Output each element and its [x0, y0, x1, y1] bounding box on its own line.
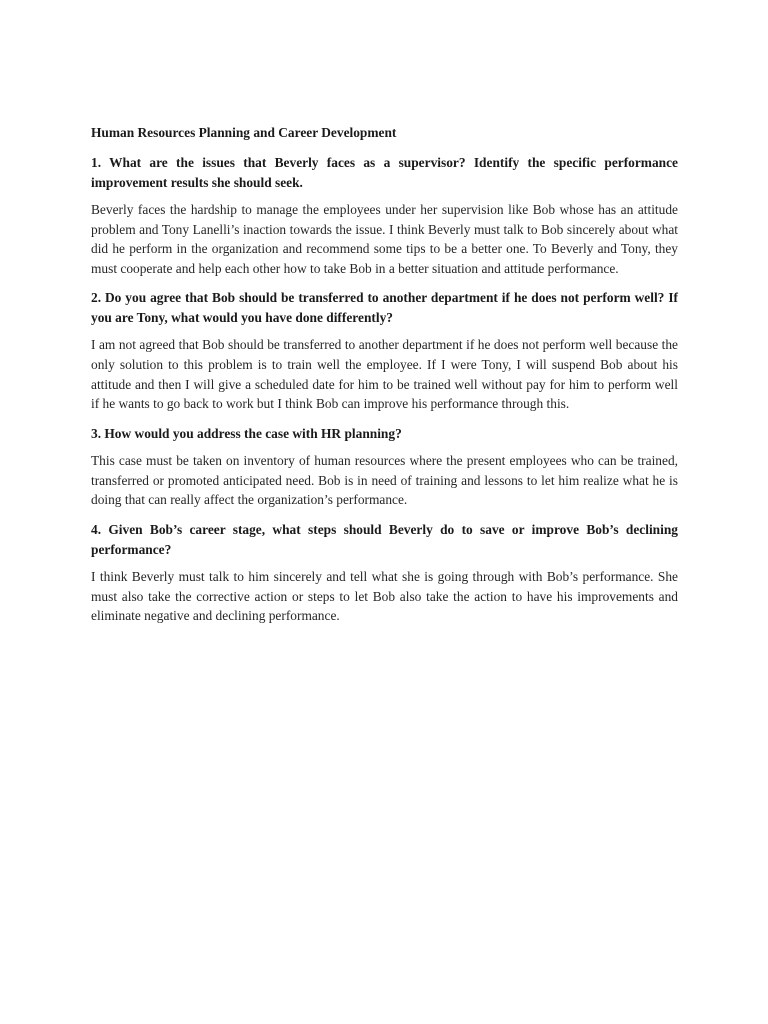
question-1: 1. What are the issues that Beverly faces as a supervisor? Identify the specific performance improvement results she should seek.	[91, 155, 678, 190]
question-3: 3. How would you address the case with HR planning?	[91, 425, 402, 441]
answer-1: Beverly faces the hardship to manage the employees under her supervision like Bob whose has an attitude problem and Tony Lanelli’s inaction towards the issue. I think Beverly must talk to Bob sincerely about what did he perform in the organization and recommend some tips to be a better one. To Beverly and Tony, they must cooperate and help each other how to take Bob in a better situation and attitude performance.	[91, 202, 678, 276]
document-title: Human Resources Planning and Career Development	[91, 125, 397, 140]
answer-2: I am not agreed that Bob should be transferred to another department if he does not perform well because the only solution to this problem is to train well the employee. If I were Tony, I will suspend Bob about his attitude and then I will give a scheduled date for him to be trained well without pay for him to perform well if he wants to go back to work but I think Bob can improve his performance through this.	[91, 337, 678, 412]
answer-4: I think Beverly must talk to him sincerely and tell what she is going through with Bob’s performance. She must also take the corrective action or steps to let Bob also take the action to have his improvements and eliminate negative and declining performance.	[91, 569, 678, 624]
question-4: 4. Given Bob’s career stage, what steps should Beverly do to save or improve Bob’s declining performance?	[91, 522, 678, 557]
answer-3: This case must be taken on inventory of human resources where the present employees who can be trained, transferred or promoted anticipated need. Bob is in need of training and lessons to let him realize what he is doing that can really affect the organization’s performance.	[91, 453, 678, 508]
question-2: 2. Do you agree that Bob should be transferred to another department if he does not perform well? If you are Tony, what would you have done differently?	[91, 290, 678, 325]
